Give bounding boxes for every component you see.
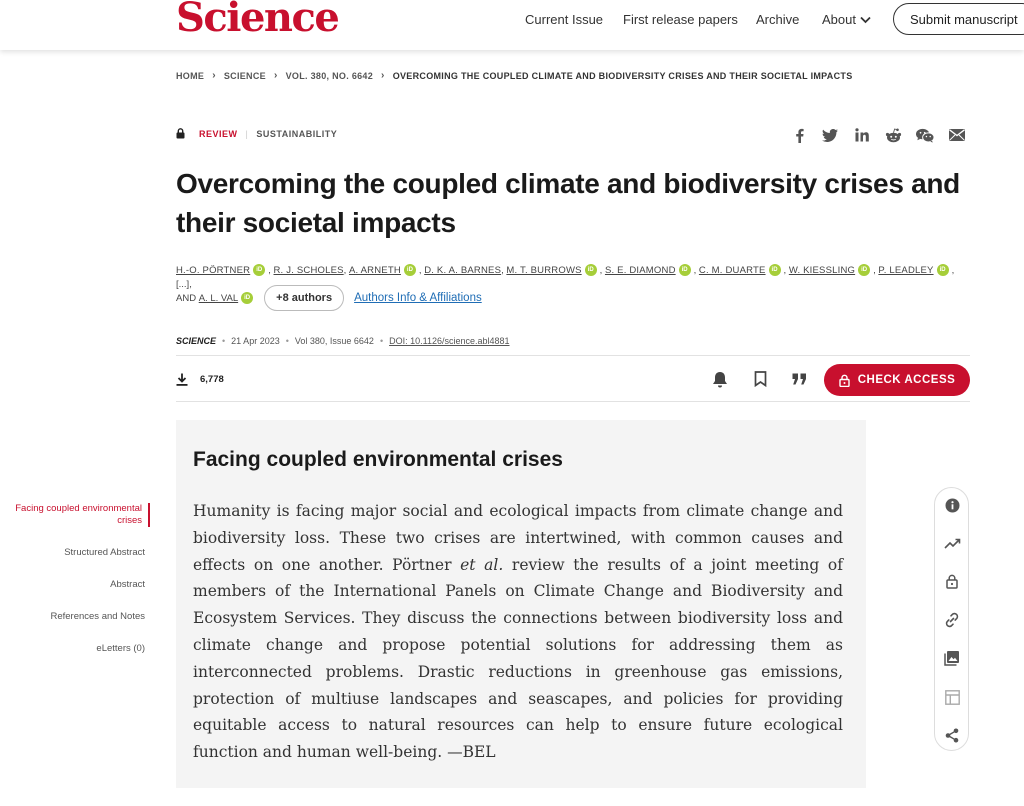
email-icon[interactable] [948,126,966,144]
article-tools-rail [934,487,969,751]
affiliations-link[interactable]: Authors Info & Affiliations [354,292,482,304]
divider: | [245,128,249,139]
download-icon [176,373,188,386]
share-icon[interactable] [943,726,961,744]
tables-icon[interactable] [943,688,961,706]
separator-dot: • [285,336,289,346]
access-lock-icon[interactable] [943,572,961,590]
author-link[interactable]: P. LEADLEY [878,265,934,276]
author-list: H.-O. PÖRTNER iD , R. J. SCHOLES, A. ARNETH iD , D. K. A. BARNES, M. T. BURROWS iD , S. E. DIAMOND iD , C. M. DUARTE iD , W. KIESSLING iD , P. LEADLEY iD , [...], [176,265,955,290]
editors-summary [176,420,866,788]
wechat-icon[interactable] [916,126,934,144]
journal-name: SCIENCE [176,336,217,346]
orcid-icon[interactable]: iD [241,292,253,304]
separator-dot: • [222,336,226,346]
site-header [0,0,1024,50]
twitter-icon[interactable] [821,126,839,144]
breadcrumb-volume[interactable]: VOL. 380, NO. 6642 [285,70,374,81]
and-label: AND [176,292,197,304]
author-link[interactable]: D. K. A. BARNES [424,265,502,276]
summary-text-2: review the results of a joint meeting of members of the International Panels on Climate Change and Biodiversity and Ecosystem Services. They discuss the connections between biodiversity loss and climate change and propose potential solutions for addressing them as interconnected problems. Drastic reductions in greenhouse gas emissions, protection of multiuse landscapes and seascapes, and policies for providing equitable access to natural resources can help to ensure future ecological function and human well-being. —BEL [193,555,843,762]
section-nav-item-structured-abstract[interactable]: Structured Abstract [64,547,145,558]
orcid-icon[interactable]: iD [404,264,416,276]
link-icon[interactable] [943,611,961,629]
chevron-right-icon: › [212,70,216,81]
facebook-icon[interactable] [790,126,808,144]
article-meta [176,128,337,139]
author-link[interactable]: C. M. DUARTE [698,265,766,276]
submit-manuscript-button[interactable]: Submit manuscript [893,3,1024,35]
check-access-button[interactable] [824,364,970,396]
linkedin-icon[interactable] [853,126,871,144]
reddit-icon[interactable] [884,126,902,144]
article-topic[interactable]: SUSTAINABILITY [256,128,338,139]
chevron-right-icon: › [381,70,385,81]
summary-text-italic: et al. [460,555,504,574]
article-toolbar [176,355,970,402]
metrics-icon[interactable] [943,534,961,552]
orcid-icon[interactable]: iD [585,264,597,276]
bookmark-icon[interactable] [751,370,769,388]
author-link[interactable]: S. E. DIAMOND [604,265,676,276]
orcid-icon[interactable]: iD [937,264,949,276]
lock-icon [176,128,185,139]
section-nav-item-abstract[interactable]: Abstract [110,579,145,590]
bell-alert-icon[interactable] [711,370,729,388]
publication-info [176,336,510,346]
orcid-icon[interactable]: iD [769,264,781,276]
orcid-icon[interactable]: iD [679,264,691,276]
info-icon[interactable] [943,496,961,514]
volume-issue[interactable]: Vol 380, Issue 6642 [294,336,374,346]
breadcrumb-home[interactable]: HOME [176,70,205,81]
section-nav-item-eletters[interactable]: eLetters (0) [96,643,145,654]
orcid-icon[interactable]: iD [253,264,265,276]
cite-quote-icon[interactable] [790,370,808,388]
section-nav-item-summary[interactable]: Facing coupled environmental crises [10,503,150,527]
nav-current-issue[interactable]: Current Issue [525,12,604,27]
author-link[interactable]: W. KIESSLING [788,265,856,276]
section-nav-item-references[interactable]: References and Notes [50,611,145,622]
separator-dot: • [379,336,384,346]
nav-about-label: About [822,12,856,27]
author-link[interactable]: A. ARNETH [348,265,401,276]
breadcrumb-current: OVERCOMING THE COUPLED CLIMATE AND BIODIVERSITY CRISES AND THEIR SOCIETAL IMPACTS [392,70,853,81]
science-logo[interactable]: Science [176,0,339,41]
chevron-right-icon: › [273,70,278,81]
authors-ellipsis[interactable]: [...], [176,279,192,290]
nav-archive[interactable]: Archive [756,12,800,27]
downloads-value: 6,778 [200,374,224,385]
summary-text-1: Humanity is facing major social and ecological impacts from climate change and biodiversity loss. These two crises are intertwined, with common causes and effects on one another. Pörtner [193,502,843,574]
nav-about[interactable] [822,12,871,27]
article-title: Overcoming the coupled climate and biodiversity crises and their societal impacts [176,168,960,238]
pub-date: 21 Apr 2023 [231,336,280,346]
nav-first-release[interactable]: First release papers [623,12,738,27]
breadcrumb [176,70,853,81]
summary-body [193,498,843,766]
downloads-count [176,373,224,386]
author-link[interactable]: R. J. SCHOLES [273,265,344,276]
doi-link[interactable]: DOI: 10.1126/science.abl4881 [389,336,510,346]
author-list-end [176,285,482,311]
lock-icon [839,374,850,387]
article-type: REVIEW [199,128,238,139]
orcid-icon[interactable]: iD [858,264,870,276]
author-link[interactable]: M. T. BURROWS [506,265,582,276]
breadcrumb-science[interactable]: SCIENCE [223,70,266,81]
chevron-down-icon [860,16,871,24]
more-authors-button[interactable]: +8 authors [264,285,344,311]
author-link[interactable]: A. L. VAL [198,292,239,304]
figures-icon[interactable] [943,649,961,667]
check-access-label: CHECK ACCESS [857,374,956,386]
summary-heading: Facing coupled environmental crises [193,448,563,471]
author-link[interactable]: H.-O. PÖRTNER [176,265,251,276]
